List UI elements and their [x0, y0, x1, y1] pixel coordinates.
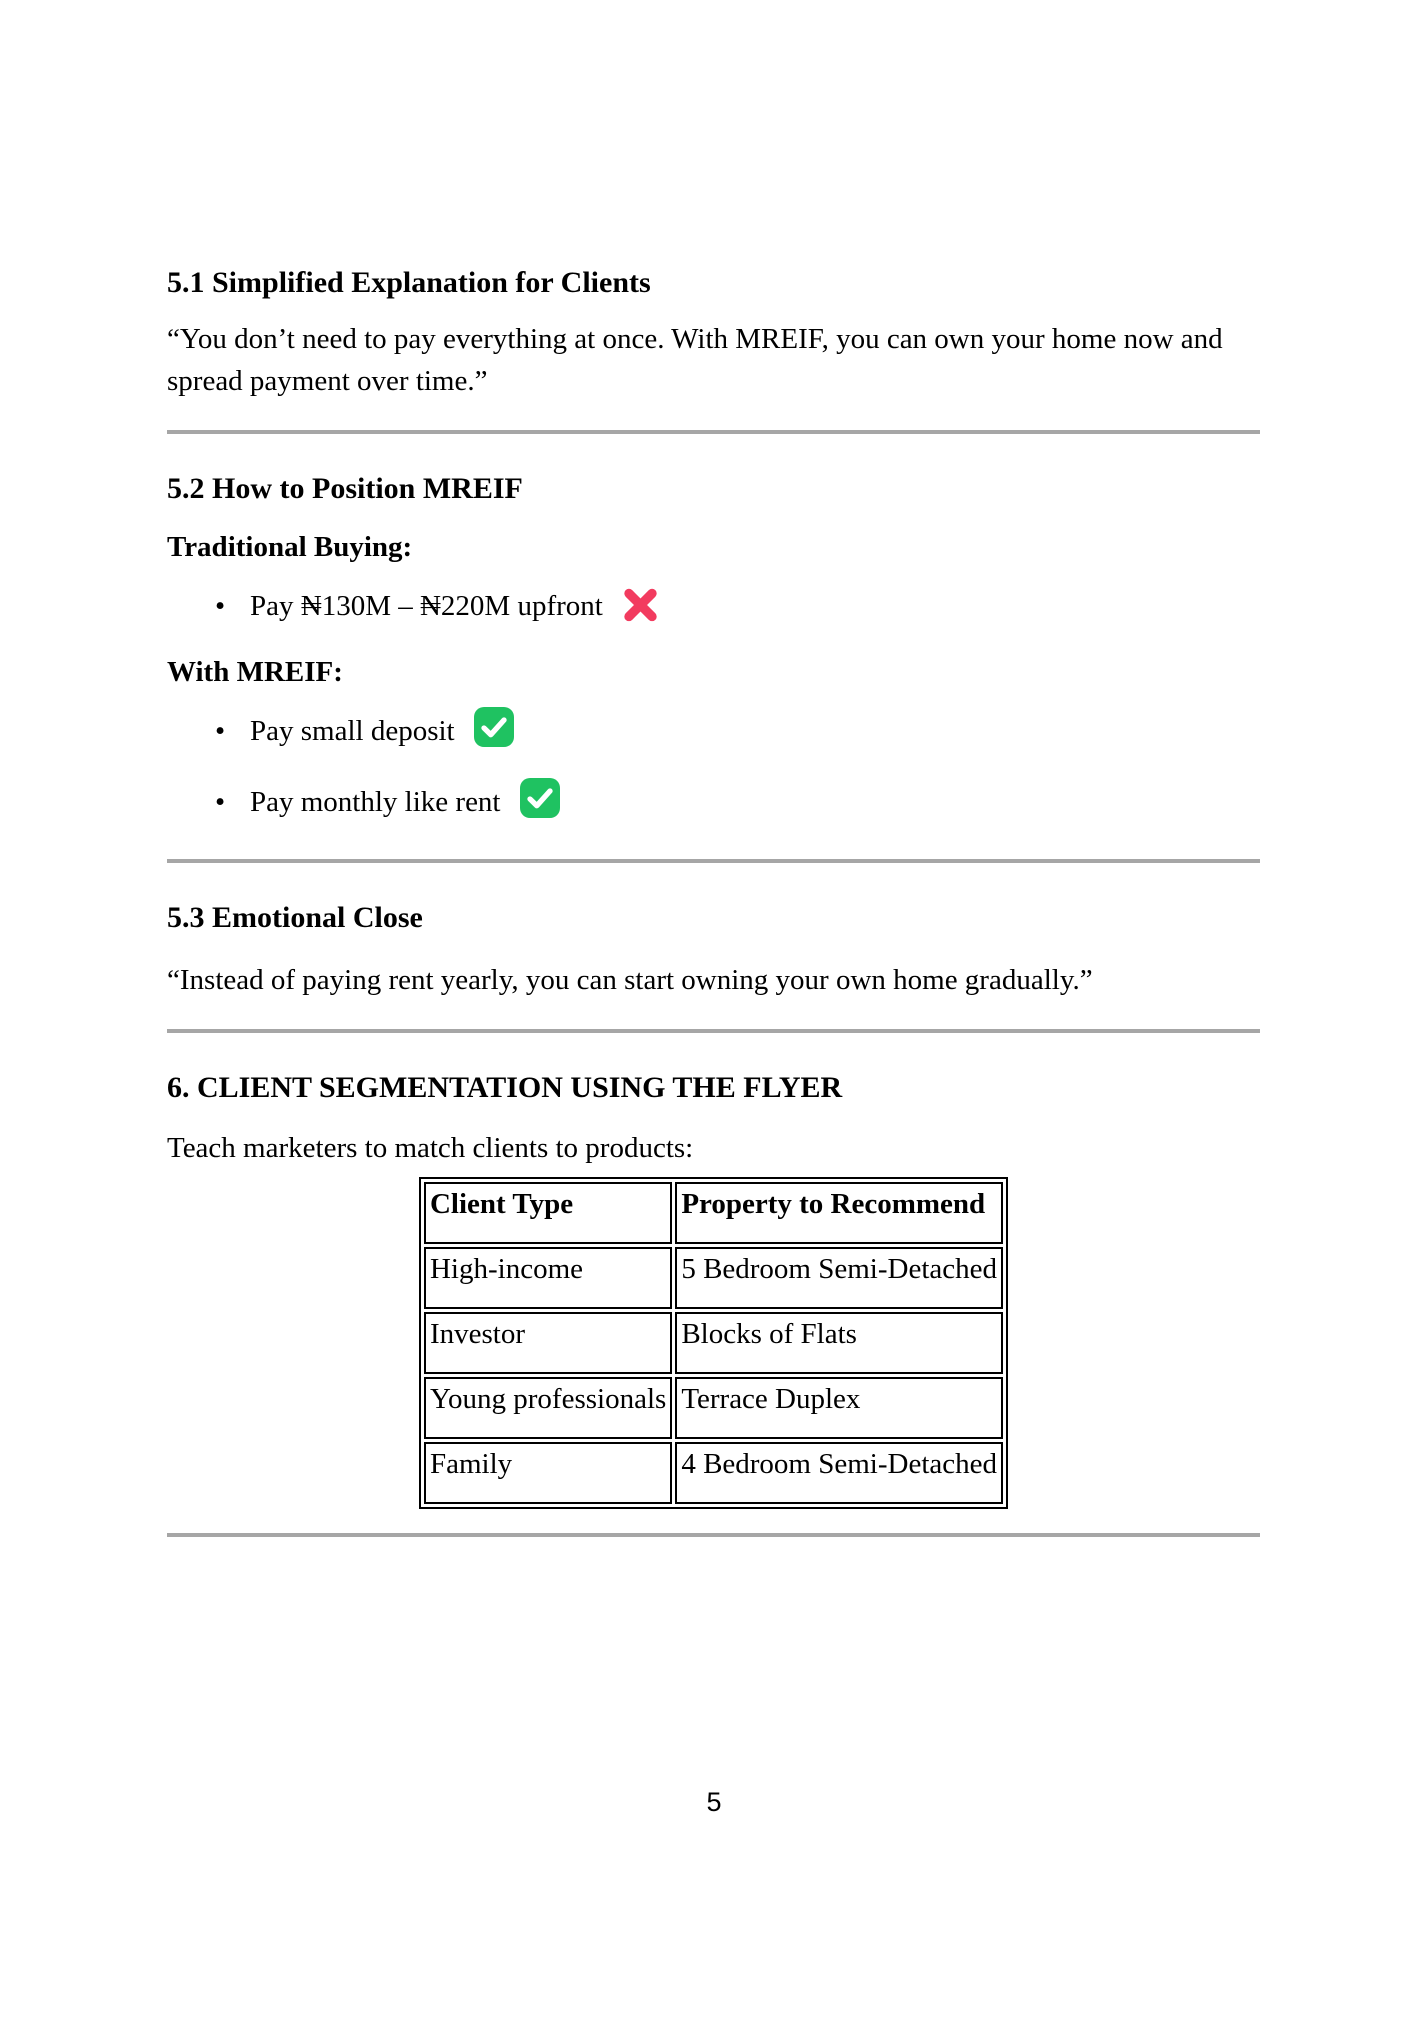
document-page [167, 0, 1260, 1537]
cell-property: 5 Bedroom Semi-Detached [675, 1247, 1003, 1309]
cell-property: Terrace Duplex [675, 1377, 1003, 1439]
cell-property: 4 Bedroom Semi-Detached [675, 1442, 1003, 1504]
with-mreif-list [167, 707, 1260, 833]
check-icon [474, 707, 514, 762]
with-mreif-heading: With MREIF: [167, 656, 343, 688]
segmentation-table-wrapper [167, 1177, 1260, 1509]
quote-paragraph-5-1: “You don’t need to pay everything at once. With MREIF, you can own your home now and spread payment over time.” [167, 323, 1223, 397]
table-row [424, 1377, 1003, 1439]
section-divider [167, 859, 1260, 863]
check-icon [520, 778, 560, 833]
table-header-row [424, 1182, 1003, 1244]
traditional-buying-list [167, 582, 1260, 637]
bullet-icon: • [215, 715, 226, 747]
column-header-property: Property to Recommend [675, 1182, 1003, 1244]
check-icon-box [520, 778, 560, 818]
cross-icon-strokes [629, 593, 652, 616]
section-divider [167, 1533, 1260, 1537]
section-divider [167, 1029, 1260, 1033]
section-heading-5-1: 5.1 Simplified Explanation for Clients [167, 266, 651, 299]
cross-icon [622, 588, 659, 637]
cell-client-type: Young professionals [424, 1377, 672, 1439]
table-row [424, 1247, 1003, 1309]
cell-client-type: Investor [424, 1312, 672, 1374]
list-item-text: Pay ₦130M – ₦220M upfront [250, 590, 603, 622]
bullet-icon: • [215, 786, 226, 818]
cell-property: Blocks of Flats [675, 1312, 1003, 1374]
list-item-text: Pay monthly like rent [250, 786, 501, 818]
check-icon-box [474, 707, 514, 747]
section-heading-5-2: 5.2 How to Position MREIF [167, 472, 523, 505]
table-row [424, 1442, 1003, 1504]
bullet-icon: • [215, 590, 226, 622]
list-item-text: Pay small deposit [250, 715, 455, 747]
table-row [424, 1312, 1003, 1374]
column-header-client-type: Client Type [424, 1182, 672, 1244]
page-number: 5 [706, 1787, 722, 1817]
section-heading-6: 6. CLIENT SEGMENTATION USING THE FLYER [167, 1071, 843, 1104]
list-item [167, 707, 1260, 762]
cell-client-type: High-income [424, 1247, 672, 1309]
segmentation-intro: Teach marketers to match clients to products: [167, 1132, 694, 1164]
section-divider [167, 430, 1260, 434]
traditional-buying-heading: Traditional Buying: [167, 531, 413, 563]
cell-client-type: Family [424, 1442, 672, 1504]
list-item [167, 582, 1260, 637]
list-item [167, 778, 1260, 833]
quote-paragraph-5-3: “Instead of paying rent yearly, you can start owning your own home gradually.” [167, 964, 1093, 996]
segmentation-table [419, 1177, 1008, 1509]
section-heading-5-3: 5.3 Emotional Close [167, 901, 423, 934]
